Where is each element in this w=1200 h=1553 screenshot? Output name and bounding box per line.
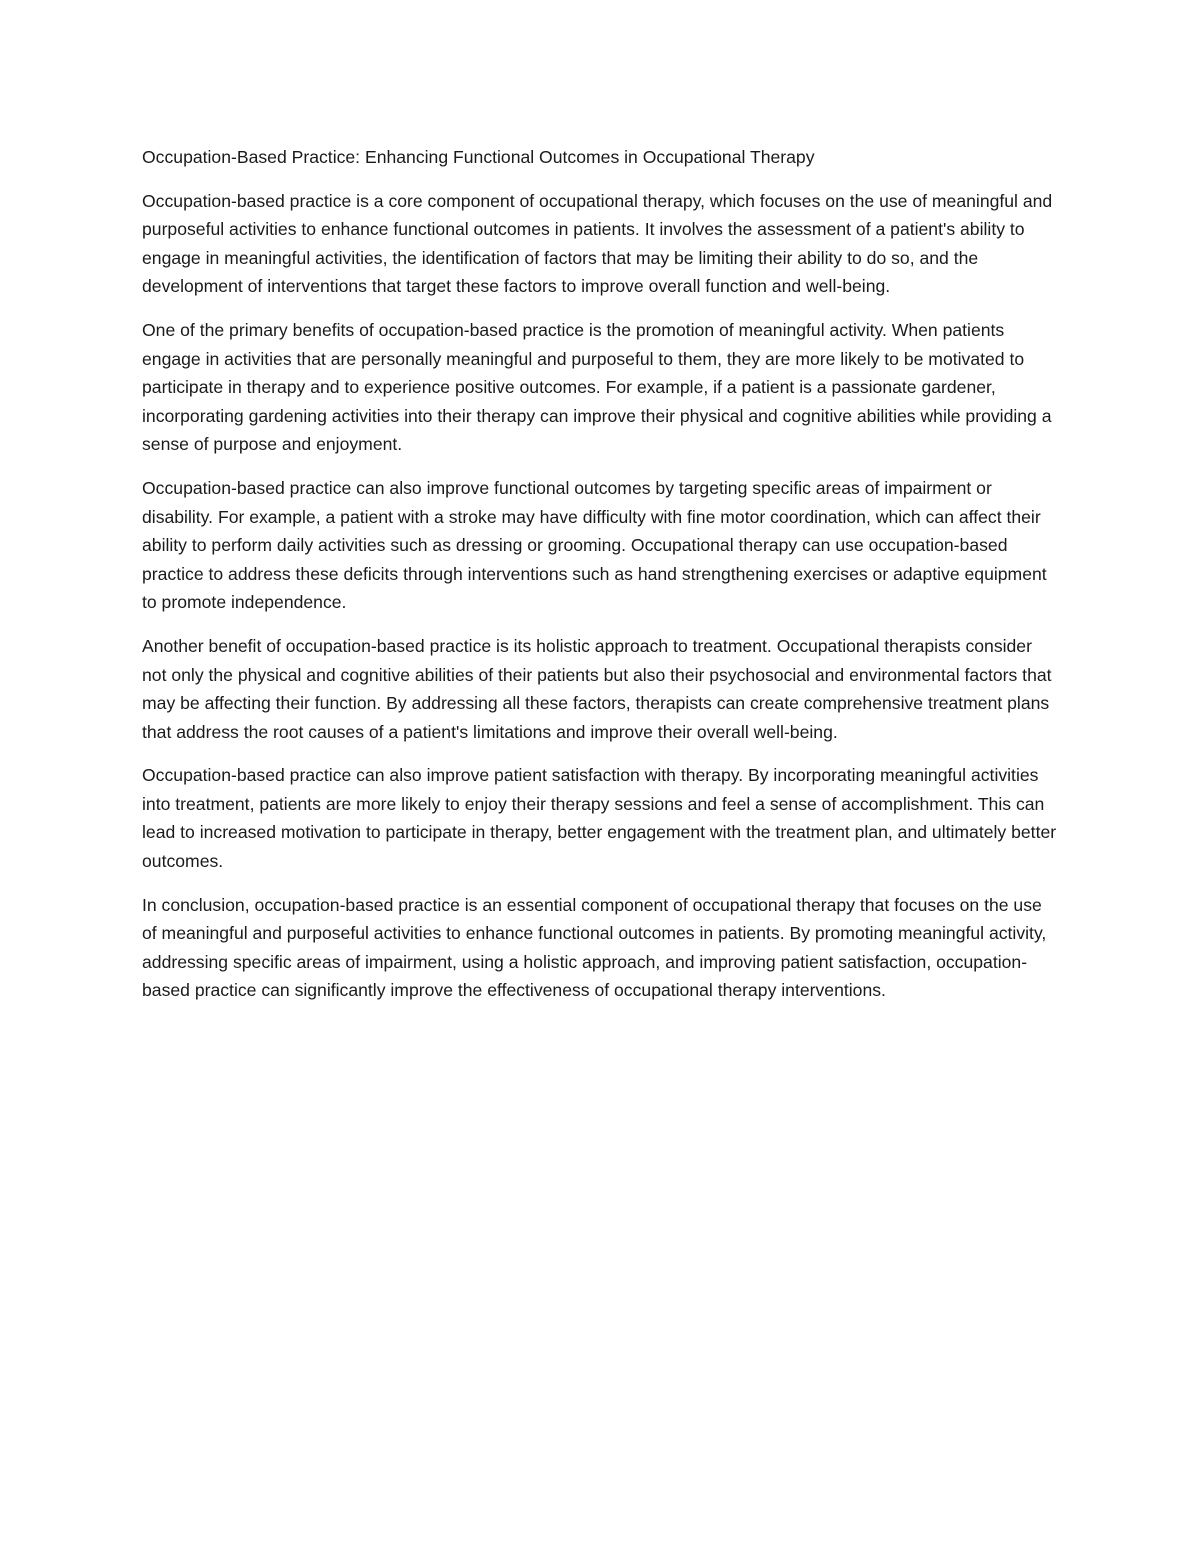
- paragraph-conclusion: In conclusion, occupation-based practice is an essential component of occupational therapy that focuses on the use of meaningful and purposeful activities to enhance functional outcomes in patients. By promoting meaningful activity, addressing specific areas of impairment, using a holistic approach, and improving patient satisfaction, occupation-based practice can significantly improve the effectiveness of occupational therapy interventions.: [142, 894, 1047, 1001]
- paragraph-patient-satisfaction: Occupation-based practice can also improve patient satisfaction with therapy. By incorporating meaningful activities into treatment, patients are more likely to enjoy their therapy sessions and feel a sense of accomplishment. This can lead to increased motivation to participate in therapy, better engagement with the treatment plan, and ultimately better outcomes.: [142, 765, 1057, 872]
- document-title: Occupation-Based Practice: Enhancing Functional Outcomes in Occupational Therapy: [142, 147, 815, 167]
- document-body: [142, 143, 1060, 1020]
- paragraph-holistic-approach: Another benefit of occupation-based practice is its holistic approach to treatment. Occupational therapists consider not only the physical and cognitive abilities of their patients but also their psychosocial and environmental factors that may be affecting their function. By addressing all these factors, therapists can create comprehensive treatment plans that address the root causes of a patient's limitations and improve their overall well-being.: [142, 635, 1052, 742]
- paragraph-meaningful-activity: One of the primary benefits of occupation-based practice is the promotion of meaningful activity. When patients engage in activities that are personally meaningful and purposeful to them, they are more likely to be motivated to participate in therapy and to experience positive outcomes. For example, if a patient is a passionate gardener, incorporating gardening activities into their therapy can improve their physical and cognitive abilities while providing a sense of purpose and enjoyment.: [142, 319, 1052, 455]
- paragraph-definition: Occupation-based practice is a core component of occupational therapy, which focuses on the use of meaningful and purposeful activities to enhance functional outcomes in patients. It involves the assessment of a patient's ability to engage in meaningful activities, the identification of factors that may be limiting their ability to do so, and the development of interventions that target these factors to improve overall function and well-being.: [142, 190, 1053, 297]
- paragraph-functional-outcomes: Occupation-based practice can also improve functional outcomes by targeting specific areas of impairment or disability. For example, a patient with a stroke may have difficulty with fine motor coordination, which can affect their ability to perform daily activities such as dressing or grooming. Occupational therapy can use occupation-based practice to address these deficits through interventions such as hand strengthening exercises or adaptive equipment to promote independence.: [142, 477, 1047, 613]
